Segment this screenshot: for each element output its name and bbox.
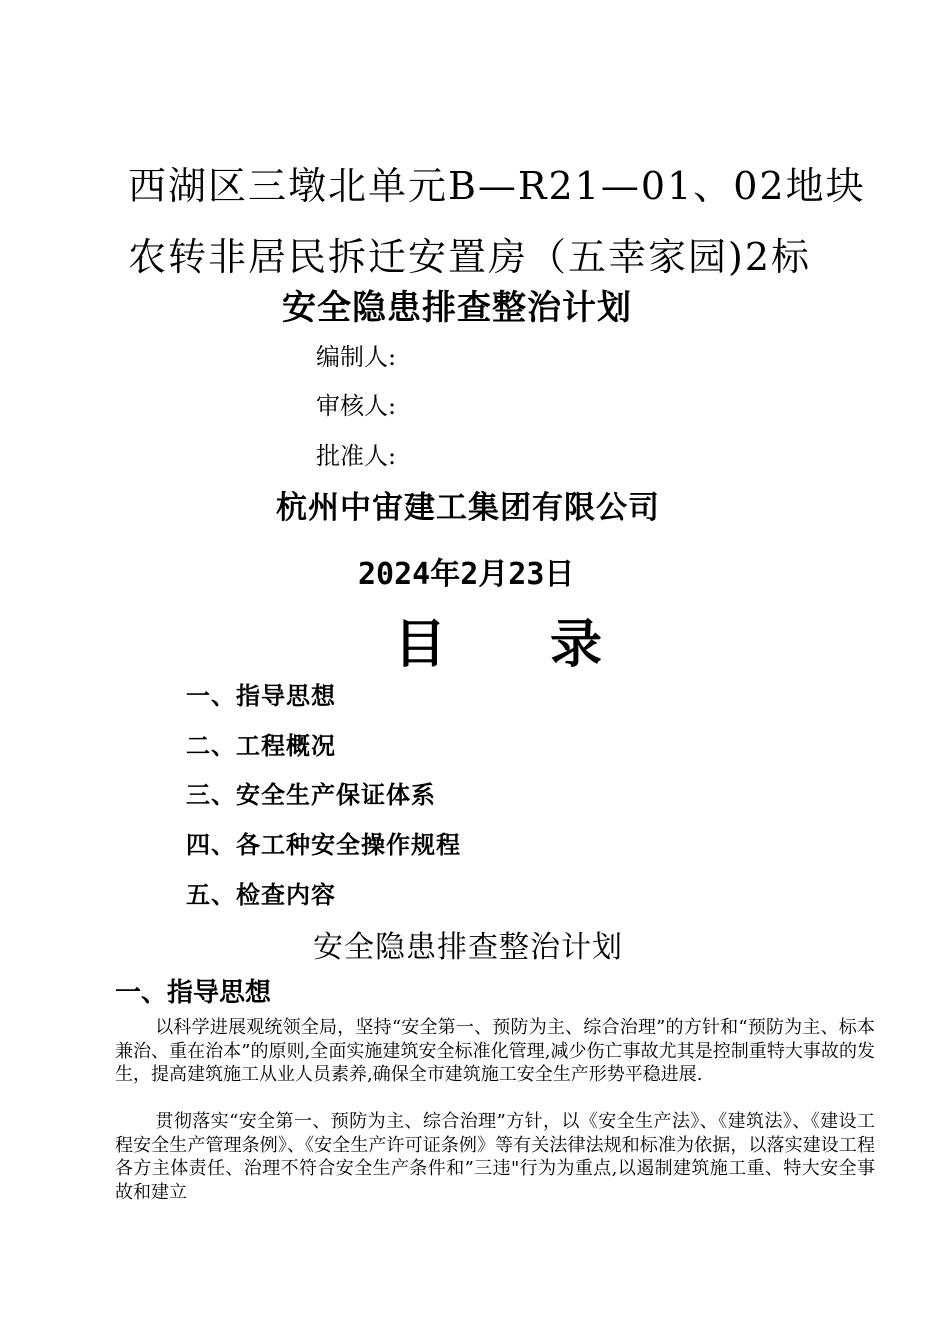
cover-title-line-1: 西湖区三墩北单元B—R21—01、02地块 bbox=[128, 164, 866, 208]
paragraph-2 bbox=[115, 1110, 875, 1204]
approver-label: 批准人: bbox=[316, 442, 397, 470]
cover-date: 2024年2月23日 bbox=[358, 557, 575, 592]
compiler-label: 编制人: bbox=[316, 343, 397, 371]
toc-heading: 目 录 bbox=[394, 615, 603, 675]
toc-item-5: 五、检查内容 bbox=[186, 881, 336, 909]
company-name: 杭州中宙建工集团有限公司 bbox=[276, 490, 660, 526]
paragraph-1 bbox=[115, 1016, 875, 1087]
toc-item-3: 三、安全生产保证体系 bbox=[186, 781, 436, 809]
plan-title: 安全隐患排查整治计划 bbox=[313, 930, 623, 965]
section-1-heading: 一、指导思想 bbox=[115, 978, 272, 1008]
toc-item-1: 一、指导思想 bbox=[186, 682, 336, 710]
paragraph-1-text: 以科学进展观统领全局，坚持“安全第一、预防为主、综合治理”的方针和“预防为主、标本兼治、重在治本”的原则,全面实施建筑安全标准化管理,减少伤亡事故尤其是控制重特大事故的发生，提高建筑施工从业人员素养,确保全市建筑施工安全生产形势平稳进展. bbox=[115, 1017, 875, 1085]
cover-title-line-2: 农转非居民拆迁安置房（五幸家园)2标 bbox=[128, 235, 812, 279]
toc-item-2: 二、工程概况 bbox=[186, 732, 336, 760]
cover-title-line-3: 安全隐患排查整治计划 bbox=[282, 288, 632, 328]
toc-item-4: 四、各工种安全操作规程 bbox=[186, 831, 461, 859]
paragraph-2-text: 贯彻落实“安全第一、预防为主、综合治理”方针，以《安全生产法》、《建筑法》、《建设工程安全生产管理条例》、《安全生产许可证条例》等有关法律法规和标准为依据，以落实建设工程各方主体责任、治理不符合安全生产条件和”三违"行为为重点,以遏制建筑施工重、特大安全事故和建立 bbox=[115, 1111, 875, 1203]
reviewer-label: 审核人: bbox=[316, 392, 397, 420]
